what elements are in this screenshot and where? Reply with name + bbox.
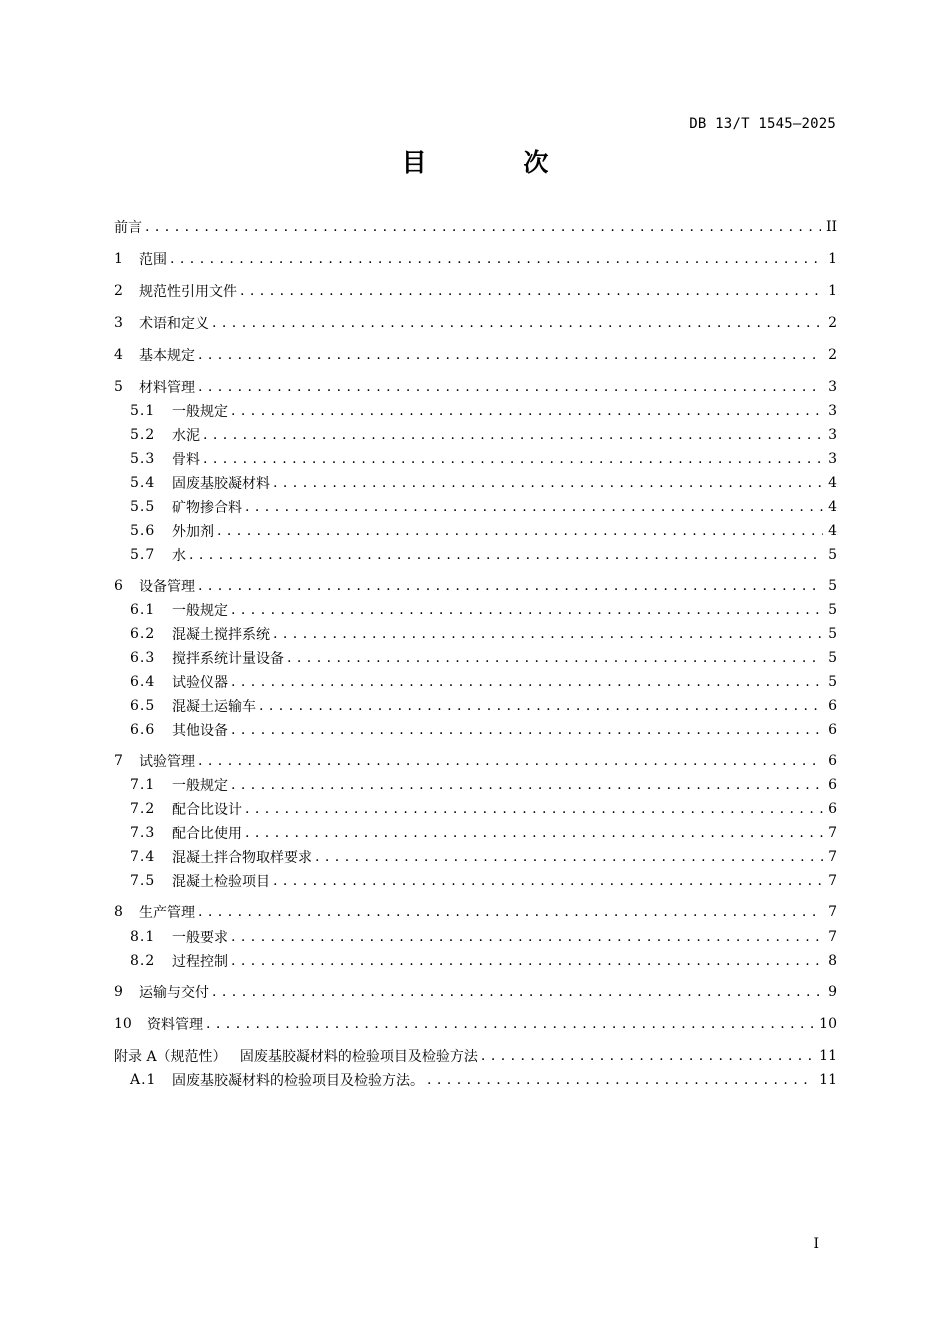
toc-subentry[interactable] <box>130 448 837 470</box>
toc-subentry[interactable] <box>130 496 837 518</box>
toc-number: 8.1 <box>130 929 156 945</box>
toc-page: 5 <box>828 674 837 690</box>
toc-page: 1 <box>828 251 837 267</box>
toc-subentry[interactable] <box>130 671 837 693</box>
toc-entry[interactable] <box>114 376 837 398</box>
toc-number: 6.4 <box>130 674 156 690</box>
toc-label: 术语和定义 <box>139 316 209 332</box>
toc-number: 6.2 <box>130 626 156 642</box>
toc-page: 6 <box>828 753 837 769</box>
toc-page: 2 <box>828 315 837 331</box>
toc-page: 10 <box>819 1016 837 1032</box>
page-title: 目 次 <box>401 148 593 177</box>
toc-page: 5 <box>828 602 837 618</box>
toc-label: 试验仪器 <box>172 675 228 691</box>
toc-entry-appendix-a[interactable] <box>114 1045 837 1067</box>
toc-subentry[interactable] <box>130 774 837 796</box>
toc-number: 3 <box>114 315 123 331</box>
toc-subentry[interactable] <box>130 695 837 717</box>
toc-page: 9 <box>828 984 837 1000</box>
toc-page: 6 <box>828 801 837 817</box>
toc-page: 5 <box>828 547 837 563</box>
toc-subentry[interactable] <box>130 599 837 621</box>
toc-label: 矿物掺合料 <box>172 500 242 516</box>
toc-page: 6 <box>828 777 837 793</box>
toc-subentry[interactable] <box>130 950 837 972</box>
toc-label: 前言 <box>114 220 142 236</box>
toc-page: 4 <box>828 475 837 491</box>
toc-label: 水 <box>172 548 186 564</box>
toc-number: 5.7 <box>130 547 156 563</box>
toc-label: 一般规定 <box>172 603 228 619</box>
toc-number: 5.4 <box>130 475 156 491</box>
toc-entry[interactable] <box>114 248 837 270</box>
page-number: I <box>813 1236 819 1252</box>
toc-page: 5 <box>828 626 837 642</box>
toc-subentry[interactable] <box>130 822 837 844</box>
toc-label: 水泥 <box>172 428 200 444</box>
toc-number: 5.3 <box>130 451 156 467</box>
toc-page: 3 <box>828 427 837 443</box>
toc-number: 6.6 <box>130 722 156 738</box>
toc-page: 11 <box>819 1072 837 1088</box>
toc-number: 5.2 <box>130 427 156 443</box>
toc-label: 骨料 <box>172 452 200 468</box>
toc-label: 搅拌系统计量设备 <box>172 651 284 667</box>
toc-number: 7.5 <box>130 873 156 889</box>
toc-page: 7 <box>828 825 837 841</box>
toc-label: 混凝土检验项目 <box>172 874 270 890</box>
toc-page: 8 <box>828 953 837 969</box>
toc-page: 1 <box>828 283 837 299</box>
toc-entry-foreword[interactable] <box>114 216 837 238</box>
toc-label: 材料管理 <box>139 380 195 396</box>
toc-subentry[interactable] <box>130 472 837 494</box>
toc-page: 7 <box>828 849 837 865</box>
toc-subentry[interactable] <box>130 647 837 669</box>
toc-label: 过程控制 <box>172 954 228 970</box>
toc-subentry[interactable] <box>130 1069 837 1091</box>
toc-page: 3 <box>828 451 837 467</box>
toc-page: 3 <box>828 379 837 395</box>
toc-subentry[interactable] <box>130 623 837 645</box>
toc-page: 6 <box>828 722 837 738</box>
toc-entry[interactable] <box>114 312 837 334</box>
toc-label: 资料管理 <box>147 1017 203 1033</box>
toc-page: 3 <box>828 403 837 419</box>
toc-label: 运输与交付 <box>139 985 209 1001</box>
toc-page: 7 <box>828 929 837 945</box>
toc-subentry[interactable] <box>130 400 837 422</box>
toc-label: 一般要求 <box>172 930 228 946</box>
toc-subentry[interactable] <box>130 424 837 446</box>
toc-number: 5.1 <box>130 403 156 419</box>
toc-subentry[interactable] <box>130 719 837 741</box>
toc-number: 6.1 <box>130 602 156 618</box>
toc-label: 混凝土拌合物取样要求 <box>172 850 312 866</box>
toc-entry[interactable] <box>114 750 837 772</box>
toc-page: 2 <box>828 347 837 363</box>
toc-label: 固废基胶凝材料 <box>172 476 270 492</box>
toc-number: 7.2 <box>130 801 156 817</box>
toc-label: 附录 A（规范性） 固废基胶凝材料的检验项目及检验方法 <box>114 1049 478 1065</box>
toc-label: 配合比使用 <box>172 826 242 842</box>
toc-label: 混凝土搅拌系统 <box>172 627 270 643</box>
toc-label: 基本规定 <box>139 348 195 364</box>
toc-page: 6 <box>828 698 837 714</box>
toc-number: 6 <box>114 578 123 594</box>
toc-number: 7.4 <box>130 849 156 865</box>
toc-number: 10 <box>114 1016 132 1032</box>
toc-label: 一般规定 <box>172 778 228 794</box>
toc-label: 配合比设计 <box>172 802 242 818</box>
toc-number: 7.1 <box>130 777 156 793</box>
toc-entry[interactable] <box>114 1013 837 1035</box>
toc-number: 6.3 <box>130 650 156 666</box>
toc-label: 一般规定 <box>172 404 228 420</box>
toc-page: II <box>825 219 837 235</box>
toc-page: 5 <box>828 578 837 594</box>
toc-page: 7 <box>828 904 837 920</box>
toc-number: A.1 <box>130 1072 157 1088</box>
toc-entry[interactable] <box>114 344 837 366</box>
toc-subentry[interactable] <box>130 544 837 566</box>
toc-label: 生产管理 <box>139 905 195 921</box>
toc-number: 8.2 <box>130 953 156 969</box>
toc-number: 5.6 <box>130 523 156 539</box>
toc-label: 混凝土运输车 <box>172 699 256 715</box>
toc-page: 7 <box>828 873 837 889</box>
toc-entry[interactable] <box>114 901 837 923</box>
document-code: DB 13/T 1545—2025 <box>689 116 836 132</box>
toc-page: 11 <box>819 1048 837 1064</box>
toc-number: 7 <box>114 753 123 769</box>
toc-number: 8 <box>114 904 123 920</box>
toc-subentry[interactable] <box>130 520 837 542</box>
toc-number: 5 <box>114 379 123 395</box>
toc-subentry[interactable] <box>130 798 837 820</box>
toc-page: 4 <box>828 523 837 539</box>
toc-entry[interactable] <box>114 981 837 1003</box>
toc-label: 外加剂 <box>172 524 214 540</box>
toc-label: 设备管理 <box>139 579 195 595</box>
toc-label: 其他设备 <box>172 723 228 739</box>
toc-label: 范围 <box>139 252 167 268</box>
toc-label: 固废基胶凝材料的检验项目及检验方法。 <box>172 1073 424 1089</box>
toc-subentry[interactable] <box>130 926 837 948</box>
toc-label: 规范性引用文件 <box>139 284 237 300</box>
toc-subentry[interactable] <box>130 846 837 868</box>
toc-number: 7.3 <box>130 825 156 841</box>
toc-number: 5.5 <box>130 499 156 515</box>
toc-label: 试验管理 <box>139 754 195 770</box>
toc-number: 2 <box>114 283 123 299</box>
toc-entry[interactable] <box>114 575 837 597</box>
toc-entry[interactable] <box>114 280 837 302</box>
toc-page: 5 <box>828 650 837 666</box>
toc-page: 4 <box>828 499 837 515</box>
toc-number: 4 <box>114 347 123 363</box>
toc-number: 1 <box>114 251 123 267</box>
toc-subentry[interactable] <box>130 870 837 892</box>
toc-number: 6.5 <box>130 698 156 714</box>
toc-number: 9 <box>114 984 123 1000</box>
